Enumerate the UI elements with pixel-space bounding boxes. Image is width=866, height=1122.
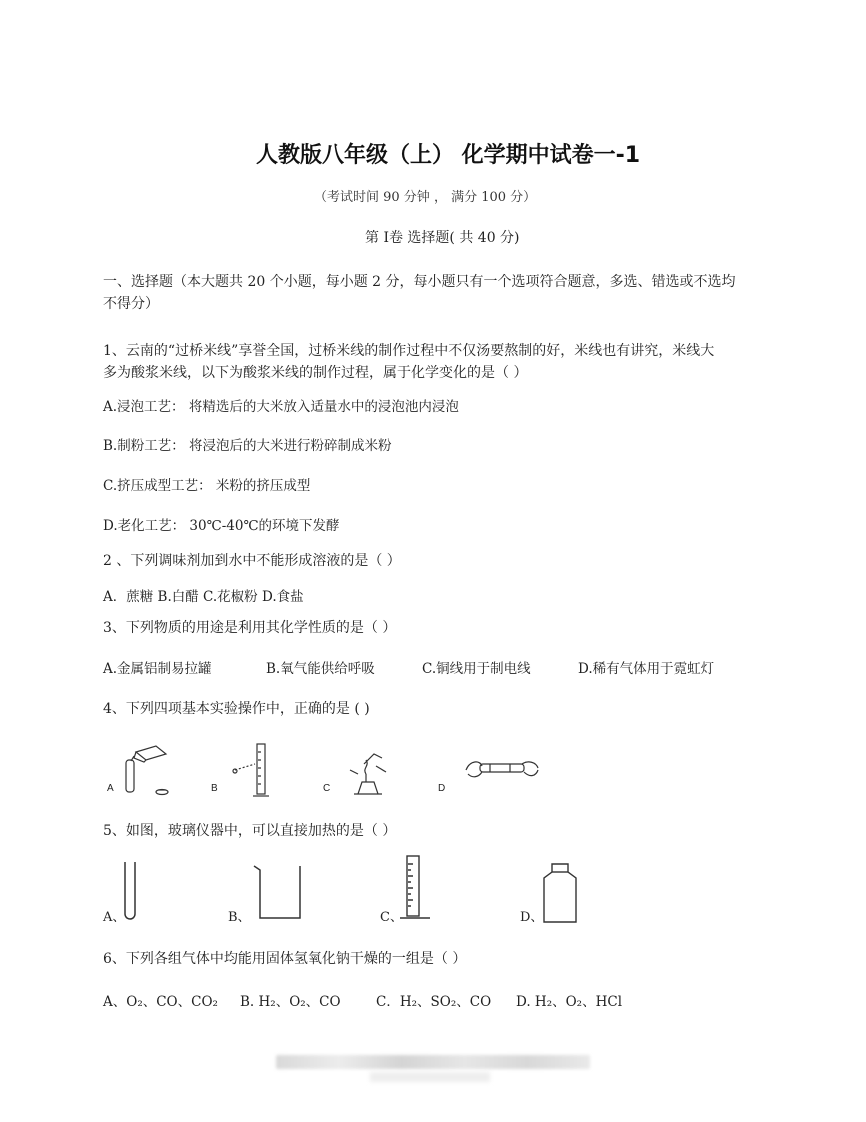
- q3-stem: 3、下列物质的用途是利用其化学性质的是（ ）: [103, 620, 397, 636]
- q5-label-a: A、: [103, 910, 126, 925]
- q5-label-d: D、: [520, 910, 544, 925]
- blurred-footer-watermark-2: [370, 1072, 490, 1082]
- q6-stem: 6、下列各组气体中均能用固体氢氧化钠干燥的一组是（ ）: [103, 951, 467, 967]
- q4-label-c: C: [323, 783, 331, 794]
- q4-figure-b-cylinder-reading-icon: [225, 740, 275, 800]
- q3-option-a: A.金属铝制易拉罐: [103, 661, 212, 677]
- q3-option-b: B.氧气能供给呼吸: [266, 661, 375, 677]
- blurred-footer-watermark: [276, 1055, 590, 1069]
- q6-option-c: C．H₂、SO₂、CO: [376, 994, 492, 1010]
- q4-figure-a-pouring-icon: [118, 742, 178, 800]
- q4-stem: 4、下列四项基本实验操作中，正确的是 ( ): [103, 701, 370, 717]
- q5-beaker-icon: [250, 862, 306, 922]
- q4-label-d: D: [438, 783, 446, 794]
- part-heading: 第 Ⅰ卷 选择题( 共 40 分): [365, 230, 520, 246]
- q1-option-b: B.制粉工艺： 将浸泡后的大米进行粉碎制成米粉: [103, 438, 392, 454]
- q5-test-tube-icon: [120, 860, 140, 922]
- exam-info: （考试时间 90 分钟 ， 满分 100 分）: [314, 190, 537, 205]
- q5-graduated-cylinder-icon: [398, 854, 434, 922]
- section-instructions-line2: 不得分）: [103, 296, 159, 312]
- q5-label-c: C、: [380, 910, 403, 925]
- q1-option-d: D.老化工艺： 30℃-40℃的环境下发酵: [103, 518, 340, 534]
- q6-option-b: B. H₂、O₂、CO: [240, 994, 341, 1010]
- q2-options: A．蔗糖 B.白醋 C.花椒粉 D.食盐: [103, 589, 304, 605]
- q2-stem: 2 、下列调味剂加到水中不能形成溶液的是（ ）: [103, 553, 401, 569]
- q4-label-b: B: [211, 783, 218, 794]
- q1-stem-line1: 1、云南的“过桥米线”享誉全国，过桥米线的制作过程中不仅汤要熬制的好，米线也有讲究，米线大: [103, 343, 715, 359]
- q5-stem: 5、如图，玻璃仪器中，可以直接加热的是（ ）: [103, 823, 397, 839]
- page-title: 人教版八年级（上） 化学期中试卷一-1: [256, 143, 641, 168]
- section-instructions-line1: 一、选择题（本大题共 20 个小题，每小题 2 分，每小题只有一个选项符合题意，多选、错选或不选均: [103, 274, 736, 290]
- q4-label-a: A: [107, 783, 114, 794]
- q3-option-d: D.稀有气体用于霓虹灯: [578, 661, 715, 677]
- q1-option-a: A.浸泡工艺： 将精选后的大米放入适量水中的浸泡池内浸泡: [103, 399, 459, 415]
- q4-figure-d-hands-test-tube-icon: [462, 752, 542, 788]
- q6-option-a: A、O₂、CO、CO₂: [103, 994, 218, 1010]
- q4-figure-c-alcohol-lamp-icon: [340, 744, 396, 800]
- q6-option-d: D. H₂、O₂、HCl: [516, 994, 623, 1010]
- q3-option-c: C.铜线用于制电线: [422, 661, 531, 677]
- q5-reagent-bottle-icon: [540, 862, 580, 924]
- q1-option-c: C.挤压成型工艺： 米粉的挤压成型: [103, 478, 311, 494]
- q5-label-b: B、: [228, 910, 251, 925]
- q1-stem-line2: 多为酸浆米线，以下为酸浆米线的制作过程，属于化学变化的是（ ）: [103, 365, 528, 381]
